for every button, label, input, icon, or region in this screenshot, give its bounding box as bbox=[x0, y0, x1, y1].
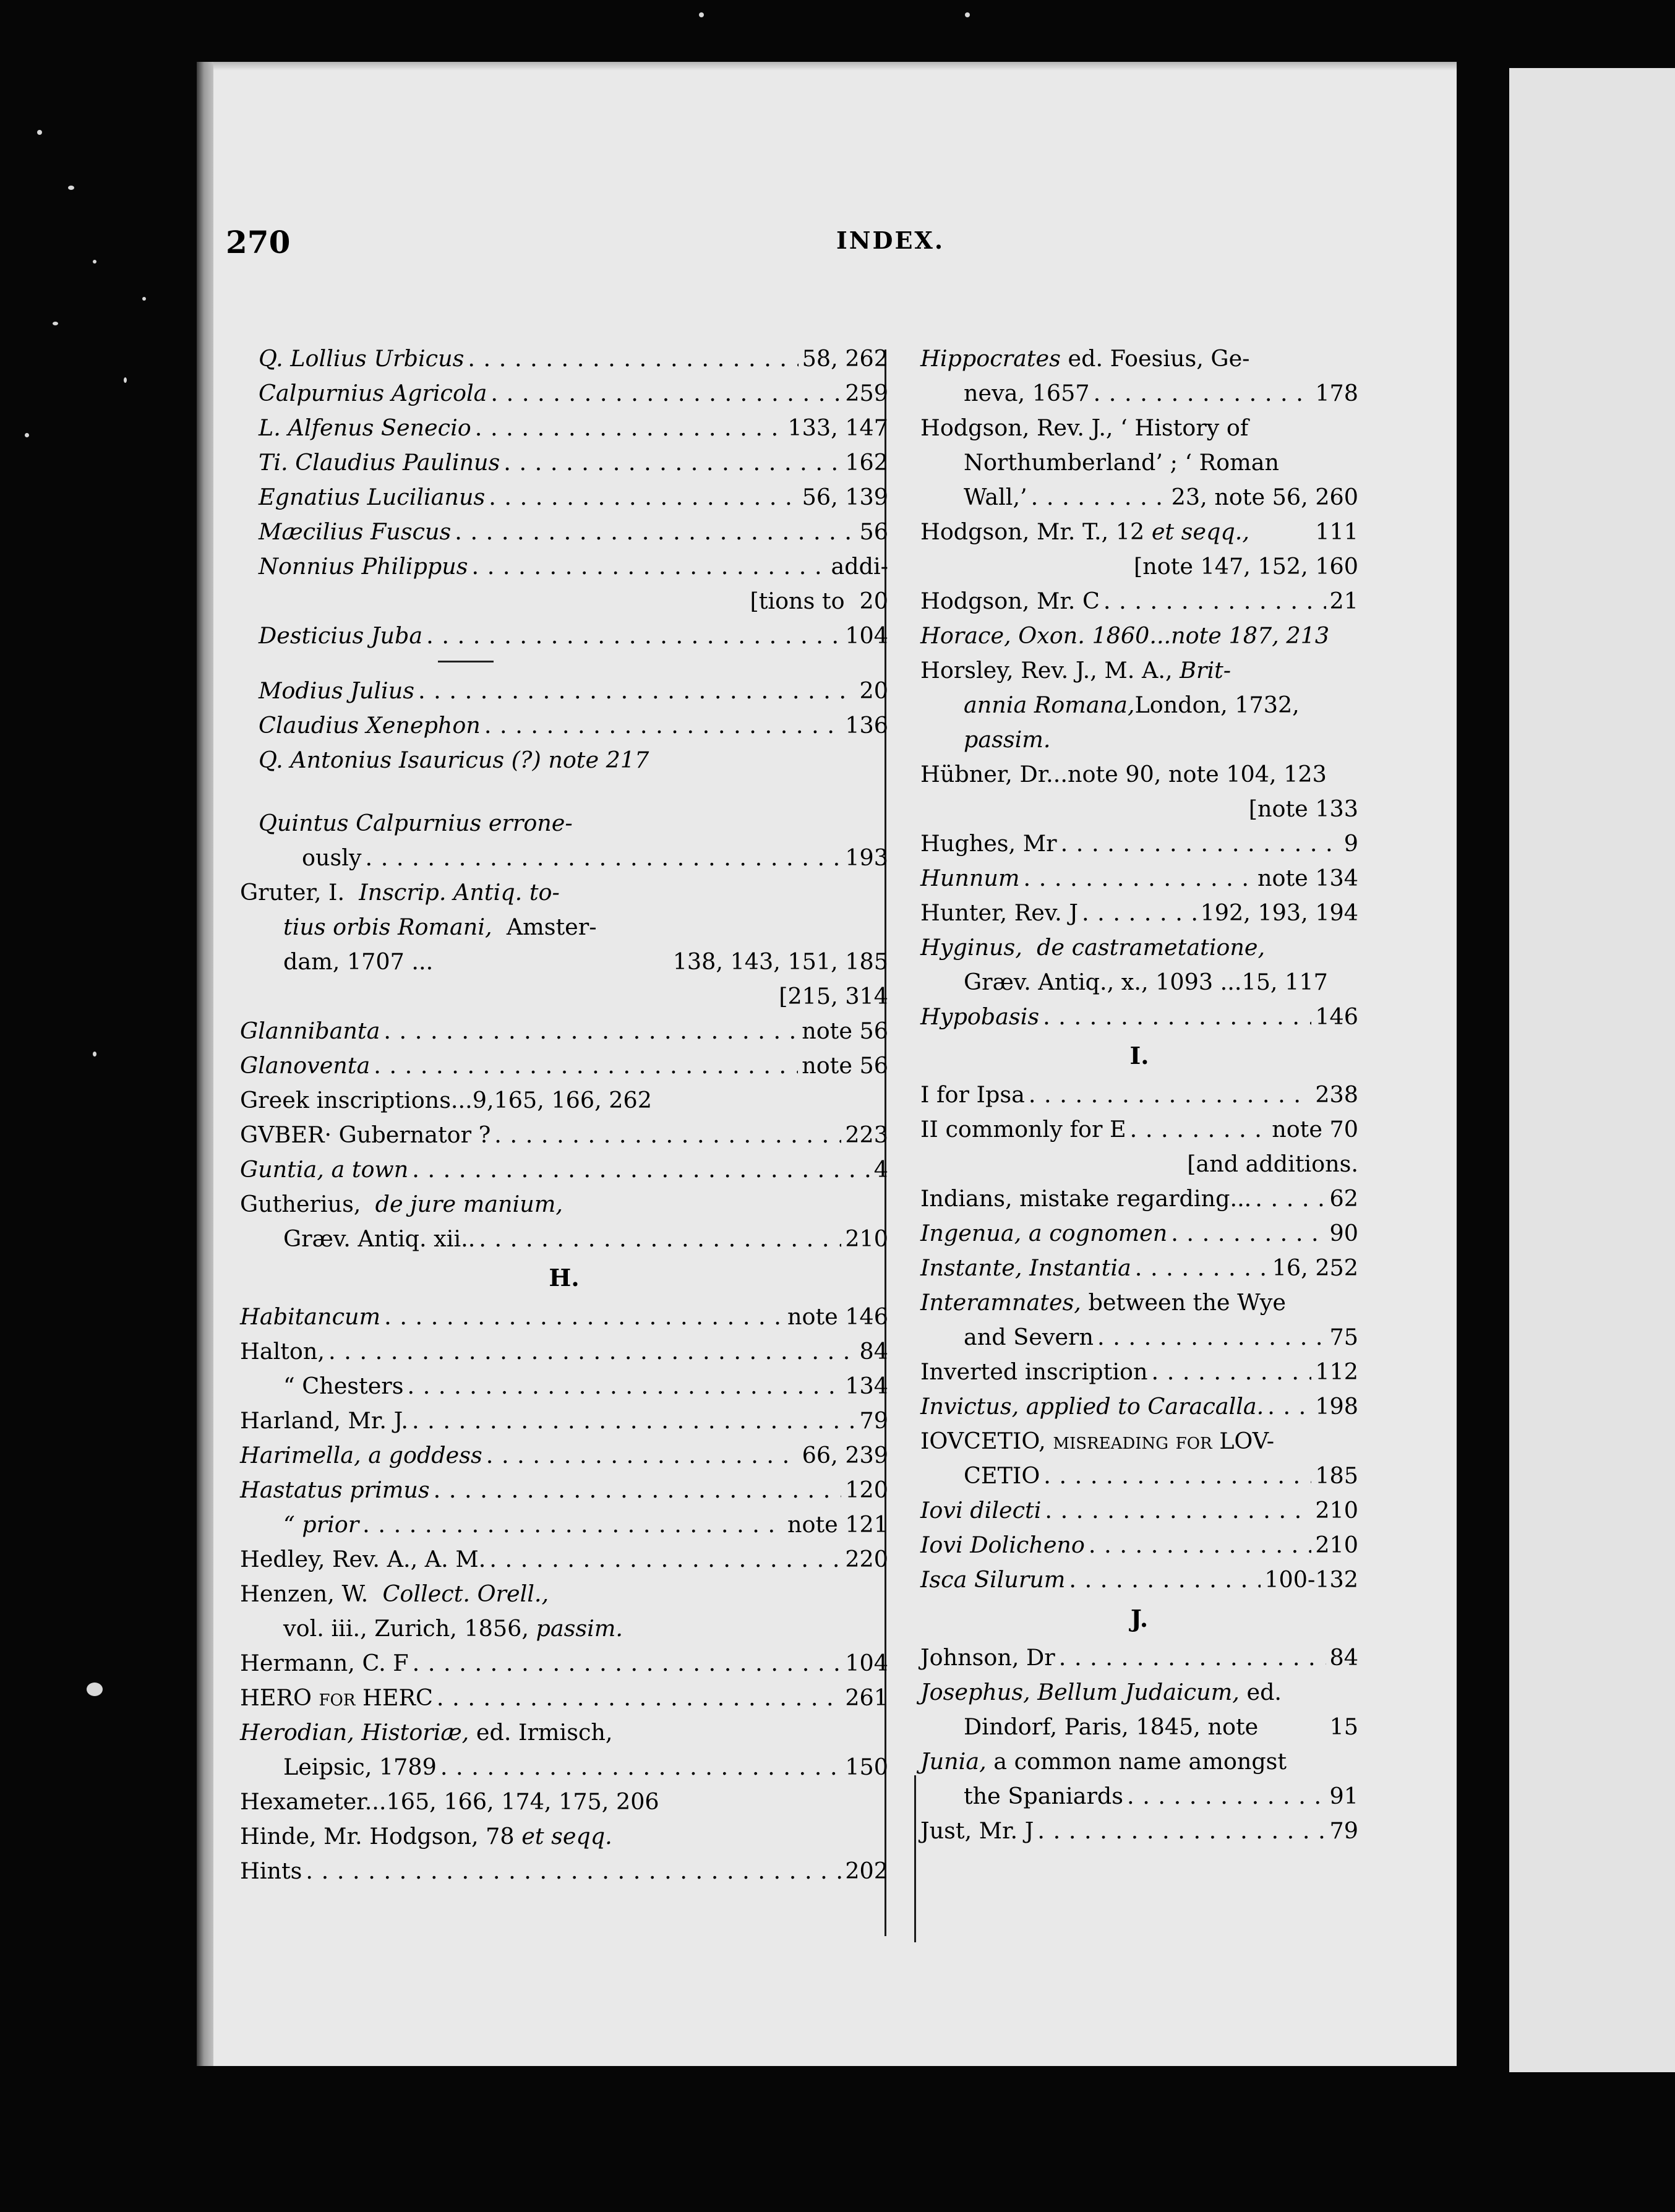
section-heading-h: H. bbox=[549, 1264, 580, 1292]
section-heading-i: I. bbox=[1129, 1042, 1149, 1070]
index-entry: Hodgson, Rev. J., ‘ History of bbox=[920, 414, 1249, 441]
index-entry: Instante, Instantia . . . 16, 252 bbox=[920, 1251, 1358, 1285]
index-entry: Johnson, Dr . . . 84 bbox=[920, 1640, 1358, 1675]
index-entry-continuation: vol. iii., Zurich, 1856, passim. bbox=[283, 1615, 623, 1642]
index-entry: Glannibanta . . . note 56 bbox=[240, 1014, 888, 1048]
scan-speck bbox=[93, 1052, 96, 1057]
index-entry: Iovi dilecti . . . 210 bbox=[920, 1493, 1358, 1528]
index-entry: Hints . . . 202 bbox=[240, 1854, 888, 1888]
index-entry: GVBER· Gubernator ? . . . 223 bbox=[240, 1118, 888, 1152]
index-entry-continuation: ously . . . 193 bbox=[259, 841, 888, 875]
facing-page-edge bbox=[1509, 68, 1675, 2072]
index-entry: Indians, mistake regarding... . . . 62 bbox=[920, 1181, 1358, 1216]
index-entry: HERO for HERC . . . 261 bbox=[240, 1681, 888, 1715]
index-entry-continuation: Dindorf, Paris, 1845, note 15 bbox=[964, 1713, 1358, 1740]
index-entry: Habitancum . . . note 146 bbox=[240, 1300, 888, 1334]
index-entry-continuation: Græv. Antiq., x., 1093 ...15, 117 bbox=[964, 969, 1328, 995]
index-entry: Gruter, I. Inscrip. Antiq. to- bbox=[240, 879, 560, 906]
index-entry-continuation: [and additions. bbox=[1187, 1151, 1358, 1177]
scan-speck bbox=[93, 260, 96, 264]
index-entry: II commonly for E . . . note 70 bbox=[920, 1112, 1358, 1147]
scan-speck bbox=[53, 322, 58, 325]
index-entry: Mæcilius Fuscus . . . 56 bbox=[259, 515, 888, 549]
index-entry: Herodian, Historiæ, ed. Irmisch, bbox=[240, 1719, 613, 1746]
index-column-left bbox=[240, 341, 888, 1888]
index-entry-continuation: Leipsic, 1789 . . . 150 bbox=[240, 1750, 888, 1785]
index-entry: Egnatius Lucilianus . . . 56, 139 bbox=[259, 480, 888, 515]
spacer bbox=[259, 778, 888, 806]
index-entry-continuation: dam, 1707 ... 138, 143, 151, 185 bbox=[283, 948, 888, 975]
index-entry: Desticius Juba . . . 104 bbox=[259, 619, 888, 653]
index-entry: Harimella, a goddess . . . 66, 239 bbox=[240, 1438, 888, 1473]
index-entry-continuation: neva, 1657 . . . 178 bbox=[920, 376, 1358, 411]
running-head: INDEX. bbox=[836, 226, 945, 254]
index-entry: Harland, Mr. J. . . . 79 bbox=[240, 1404, 888, 1438]
index-entry: Claudius Xenephon . . . 136 bbox=[259, 708, 888, 743]
index-entry: Hunnum . . . note 134 bbox=[920, 861, 1358, 896]
separator-rule bbox=[438, 661, 494, 662]
index-entry: “ prior . . . note 121 bbox=[240, 1507, 888, 1542]
index-entry: Ti. Claudius Paulinus . . . 162 bbox=[259, 445, 888, 480]
index-entry-continuation: Græv. Antiq. xii.. . . . 210 bbox=[240, 1222, 888, 1256]
index-entry: Hughes, Mr . . . 9 bbox=[920, 826, 1358, 861]
index-entry: Hexameter...165, 166, 174, 175, 206 bbox=[240, 1788, 659, 1815]
index-entry: Hübner, Dr...note 90, note 104, 123 bbox=[920, 761, 1327, 787]
index-entry: Hippocrates ed. Foesius, Ge- bbox=[920, 345, 1250, 372]
index-entry-continuation: Wall,’ . . . 23, note 56, 260 bbox=[920, 480, 1358, 515]
index-entry: IOVCETIO, misreading for LOV- bbox=[920, 1428, 1275, 1454]
index-entry: Interamnates, between the Wye bbox=[920, 1289, 1286, 1316]
scan-speck bbox=[965, 12, 970, 17]
index-entry-continuation: annia Romana, London, 1732, bbox=[964, 692, 1300, 718]
index-entry: Inverted inscription . . . 112 bbox=[920, 1355, 1358, 1389]
index-entry: Josephus, Bellum Judaicum, ed. bbox=[920, 1679, 1282, 1705]
index-entry: Hinde, Mr. Hodgson, 78 et seqq. bbox=[240, 1823, 612, 1850]
index-entry-continuation: [note 133 bbox=[1248, 795, 1358, 822]
index-entry: Invictus, applied to Caracalla. . . . 198 bbox=[920, 1389, 1358, 1424]
scan-speck bbox=[124, 377, 127, 383]
index-entry: Greek inscriptions...9,165, 166, 262 bbox=[240, 1087, 652, 1113]
index-entry: Henzen, W. Collect. Orell., bbox=[240, 1580, 549, 1607]
index-entry: Hedley, Rev. A., A. M. . . . 220 bbox=[240, 1542, 888, 1577]
index-entry: Hodgson, Mr. T., 12 et seqq., 111 bbox=[920, 518, 1358, 545]
book-gutter-edge bbox=[197, 62, 215, 2066]
index-entry: Q. Antonius Isauricus (?) note 217 bbox=[259, 747, 649, 773]
index-entry: Hermann, C. F . . . 104 bbox=[240, 1646, 888, 1681]
column-rule-lower bbox=[914, 1775, 916, 1942]
index-entry: Just, Mr. J . . . 79 bbox=[920, 1814, 1358, 1848]
scan-speck bbox=[68, 186, 74, 190]
scan-speck bbox=[25, 433, 29, 437]
index-entry-continuation: [note 147, 152, 160 bbox=[1133, 553, 1358, 580]
index-entry: Horsley, Rev. J., M. A., Brit- bbox=[920, 657, 1232, 684]
index-entry: Hodgson, Mr. C . . . 21 bbox=[920, 584, 1358, 619]
index-entry: I for Ipsa . . . 238 bbox=[920, 1078, 1358, 1112]
index-entry-continuation: the Spaniards . . . 91 bbox=[920, 1779, 1358, 1814]
index-column-right bbox=[920, 341, 1358, 1848]
index-entry: Hastatus primus . . . 120 bbox=[240, 1473, 888, 1507]
page-number: 270 bbox=[226, 224, 291, 260]
index-entry: Halton, . . . 84 bbox=[240, 1334, 888, 1369]
scan-speck bbox=[142, 297, 146, 301]
index-entry-continuation: [tions to 20 bbox=[750, 588, 888, 614]
index-entry-continuation: CETIO . . . 185 bbox=[920, 1459, 1358, 1493]
index-entry: Modius Julius . . . 20 bbox=[259, 674, 888, 708]
index-entry: Ingenua, a cognomen . . . 90 bbox=[920, 1216, 1358, 1251]
index-entry: Hunter, Rev. J . . . 192, 193, 194 bbox=[920, 896, 1358, 930]
index-entry: Iovi Dolicheno . . . 210 bbox=[920, 1528, 1358, 1563]
index-entry: Hypobasis . . . 146 bbox=[920, 1000, 1358, 1034]
index-entry: Horace, Oxon. 1860...note 187, 213 bbox=[920, 622, 1330, 649]
index-entry: Q. Lollius Urbicus . . . 58, 262 bbox=[259, 341, 888, 376]
index-entry: Guntia, a town . . . 4 bbox=[240, 1152, 888, 1187]
index-entry: Isca Silurum . . . 100-132 bbox=[920, 1563, 1358, 1597]
scan-speck bbox=[699, 12, 704, 17]
index-entry-continuation: Northumberland’ ; ‘ Roman bbox=[964, 449, 1280, 476]
scan-speck bbox=[87, 1683, 103, 1696]
index-entry: Quintus Calpurnius errone- bbox=[259, 810, 573, 836]
index-entry: Gutherius, de jure manium, bbox=[240, 1191, 563, 1217]
index-entry: Hyginus, de castrametatione, bbox=[920, 934, 1266, 961]
index-entry-continuation: and Severn . . . 75 bbox=[920, 1320, 1358, 1355]
index-entry-continuation: tius orbis Romani, Amster- bbox=[283, 914, 597, 940]
index-entry: Calpurnius Agricola . . . 259 bbox=[259, 376, 888, 411]
index-entry: Glanoventa . . . note 56 bbox=[240, 1048, 888, 1083]
page-shadow bbox=[213, 62, 1457, 71]
index-entry-continuation: passim. bbox=[964, 726, 1051, 753]
index-entry: L. Alfenus Senecio . . . 133, 147 bbox=[259, 411, 888, 445]
index-entry: “ Chesters . . . 134 bbox=[240, 1369, 888, 1404]
index-entry-continuation: [215, 314 bbox=[779, 983, 888, 1010]
index-entry: Junia, a common name amongst bbox=[920, 1748, 1287, 1775]
scan-speck bbox=[37, 130, 42, 135]
index-entry: Nonnius Philippus . . . addi- bbox=[259, 549, 888, 584]
section-heading-j: J. bbox=[1130, 1605, 1149, 1632]
